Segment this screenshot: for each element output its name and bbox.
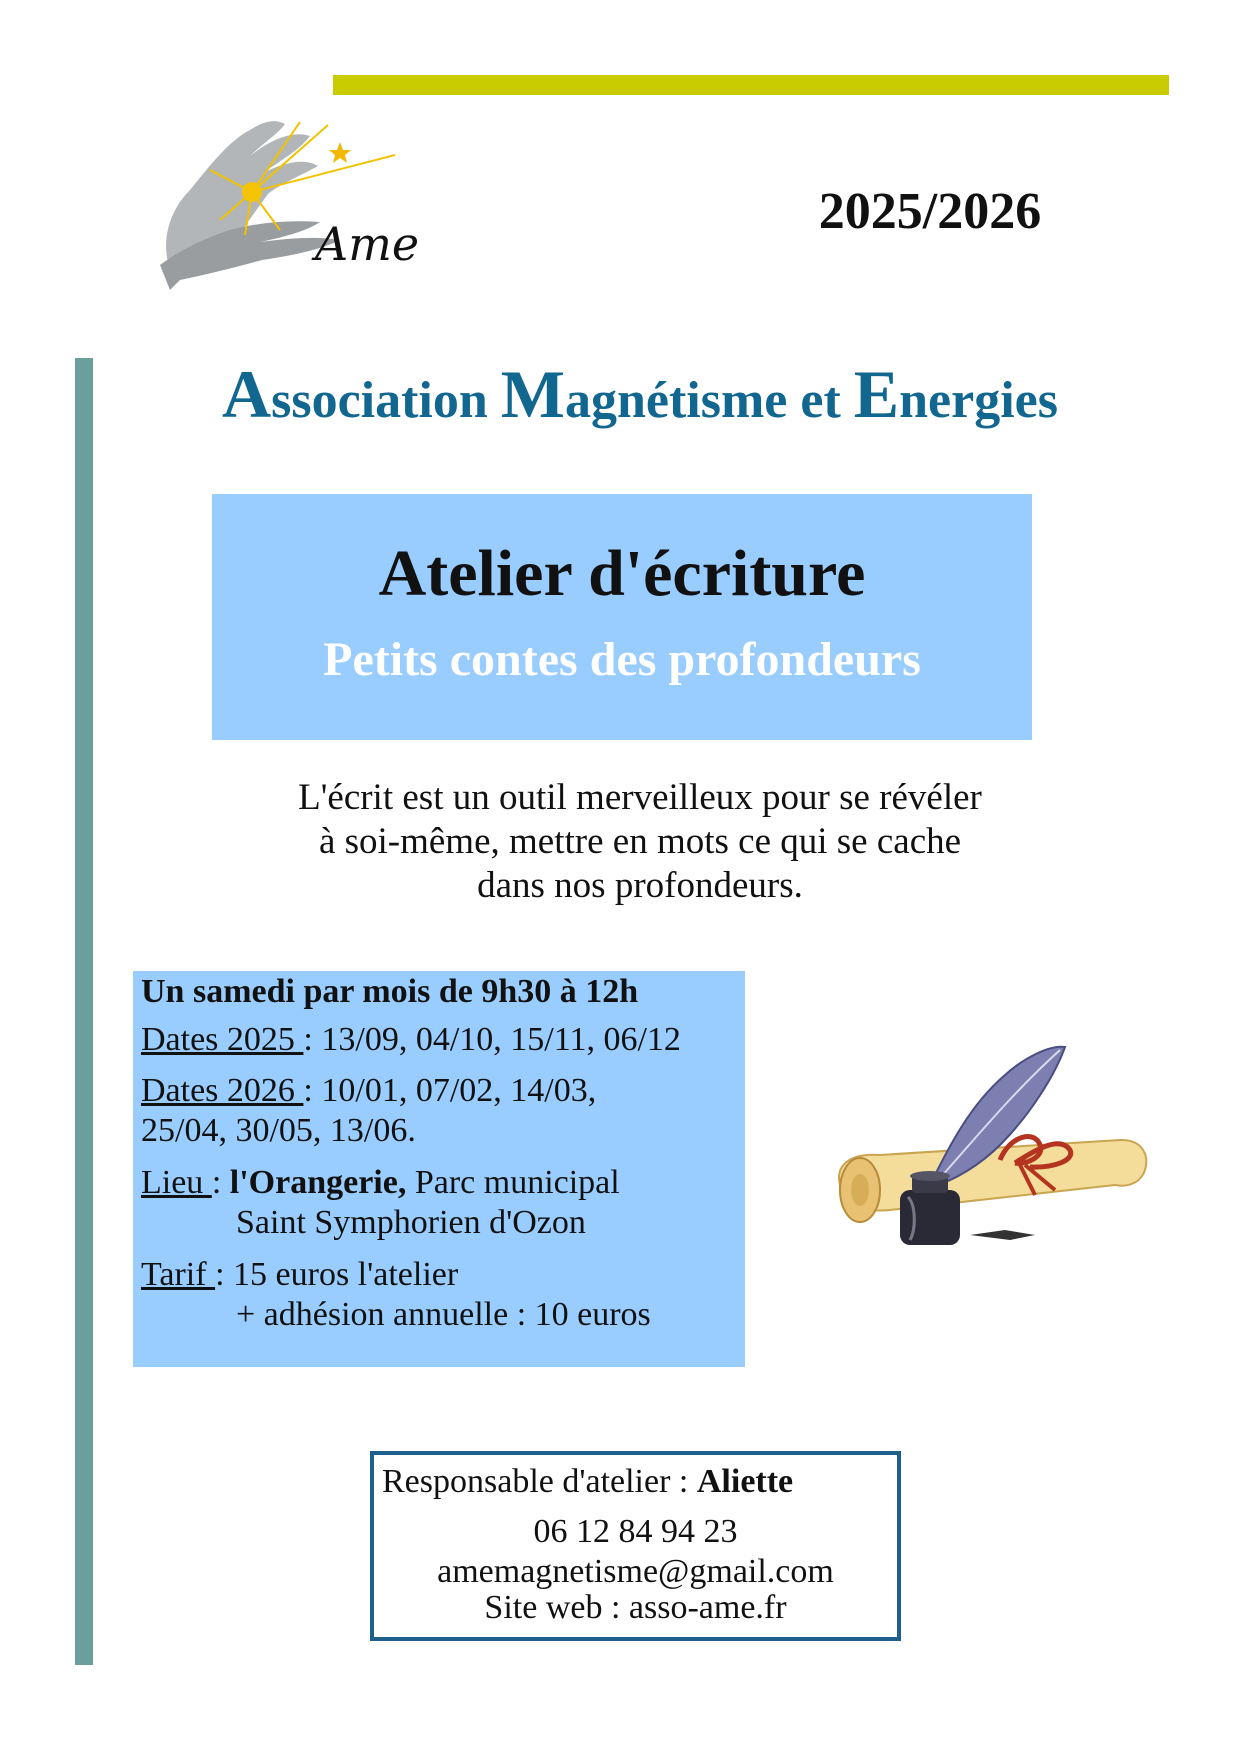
- price-row: [141, 1256, 458, 1294]
- quill-ink-scroll-icon: [820, 1035, 1150, 1315]
- association-title: [100, 355, 1180, 434]
- title-part-3: nergies: [899, 372, 1058, 429]
- place-name: l'Orangerie,: [229, 1164, 407, 1201]
- dates-2026-value-1: : 10/01, 07/02, 14/03,: [303, 1072, 597, 1109]
- ame-logo: [150, 110, 470, 310]
- dates-2026-label: Dates 2026: [141, 1072, 304, 1109]
- workshop-title: Atelier d'écriture: [378, 537, 866, 610]
- title-part-2: agnétisme et: [564, 372, 854, 429]
- contact-box: [370, 1451, 901, 1641]
- contact-manager-row: [382, 1463, 793, 1501]
- contact-website[interactable]: Site web : asso-ame.fr: [484, 1589, 787, 1626]
- price-value-1: : 15 euros l'atelier: [215, 1256, 459, 1293]
- title-cap-m: M: [500, 356, 565, 432]
- workshop-subtitle: Petits contes des profondeurs: [323, 633, 921, 686]
- contact-name: Aliette: [696, 1463, 794, 1500]
- place-row: [141, 1164, 620, 1202]
- intro-line-2: à soi-même, mettre en mots ce qui se cache: [318, 821, 962, 862]
- title-cap-a: A: [222, 356, 272, 432]
- svg-text:Ame: Ame: [315, 217, 420, 271]
- intro-text: [230, 776, 1050, 908]
- side-accent-bar: [75, 358, 93, 1665]
- price-label: Tarif: [141, 1256, 216, 1293]
- place-rest: Parc municipal: [406, 1164, 620, 1201]
- place-sep: :: [211, 1164, 230, 1201]
- dates-2026-row: [141, 1072, 596, 1110]
- intro-line-3: dans nos profondeurs.: [477, 865, 803, 906]
- intro-line-1: L'écrit est un outil merveilleux pour se révéler: [298, 777, 982, 818]
- title-cap-e: E: [853, 356, 900, 432]
- dates-2026-value-2: 25/04, 30/05, 13/06.: [141, 1112, 416, 1149]
- price-value-2: + adhésion annuelle : 10 euros: [236, 1296, 651, 1333]
- contact-email[interactable]: amemagnetisme@gmail.com: [437, 1553, 834, 1590]
- dates-2025-value: : 13/09, 04/10, 15/11, 06/12: [303, 1021, 681, 1058]
- dates-2025-row: [141, 1021, 681, 1059]
- title-part-1: ssociation: [271, 372, 501, 429]
- contact-phone[interactable]: 06 12 84 94 23: [533, 1513, 738, 1550]
- dates-2025-label: Dates 2025: [141, 1021, 304, 1058]
- place-label: Lieu: [141, 1164, 212, 1201]
- workshop-title-box: [212, 494, 1032, 740]
- contact-label: Responsable d'atelier :: [382, 1463, 697, 1500]
- schedule-box: [133, 971, 745, 1367]
- ame-logo-icon: [150, 110, 470, 310]
- school-year: 2025/2026: [818, 183, 1042, 240]
- quill-illustration: [820, 1035, 1150, 1315]
- top-accent-bar: [333, 75, 1169, 95]
- place-city: Saint Symphorien d'Ozon: [236, 1204, 586, 1241]
- schedule-heading: Un samedi par mois de 9h30 à 12h: [141, 973, 639, 1010]
